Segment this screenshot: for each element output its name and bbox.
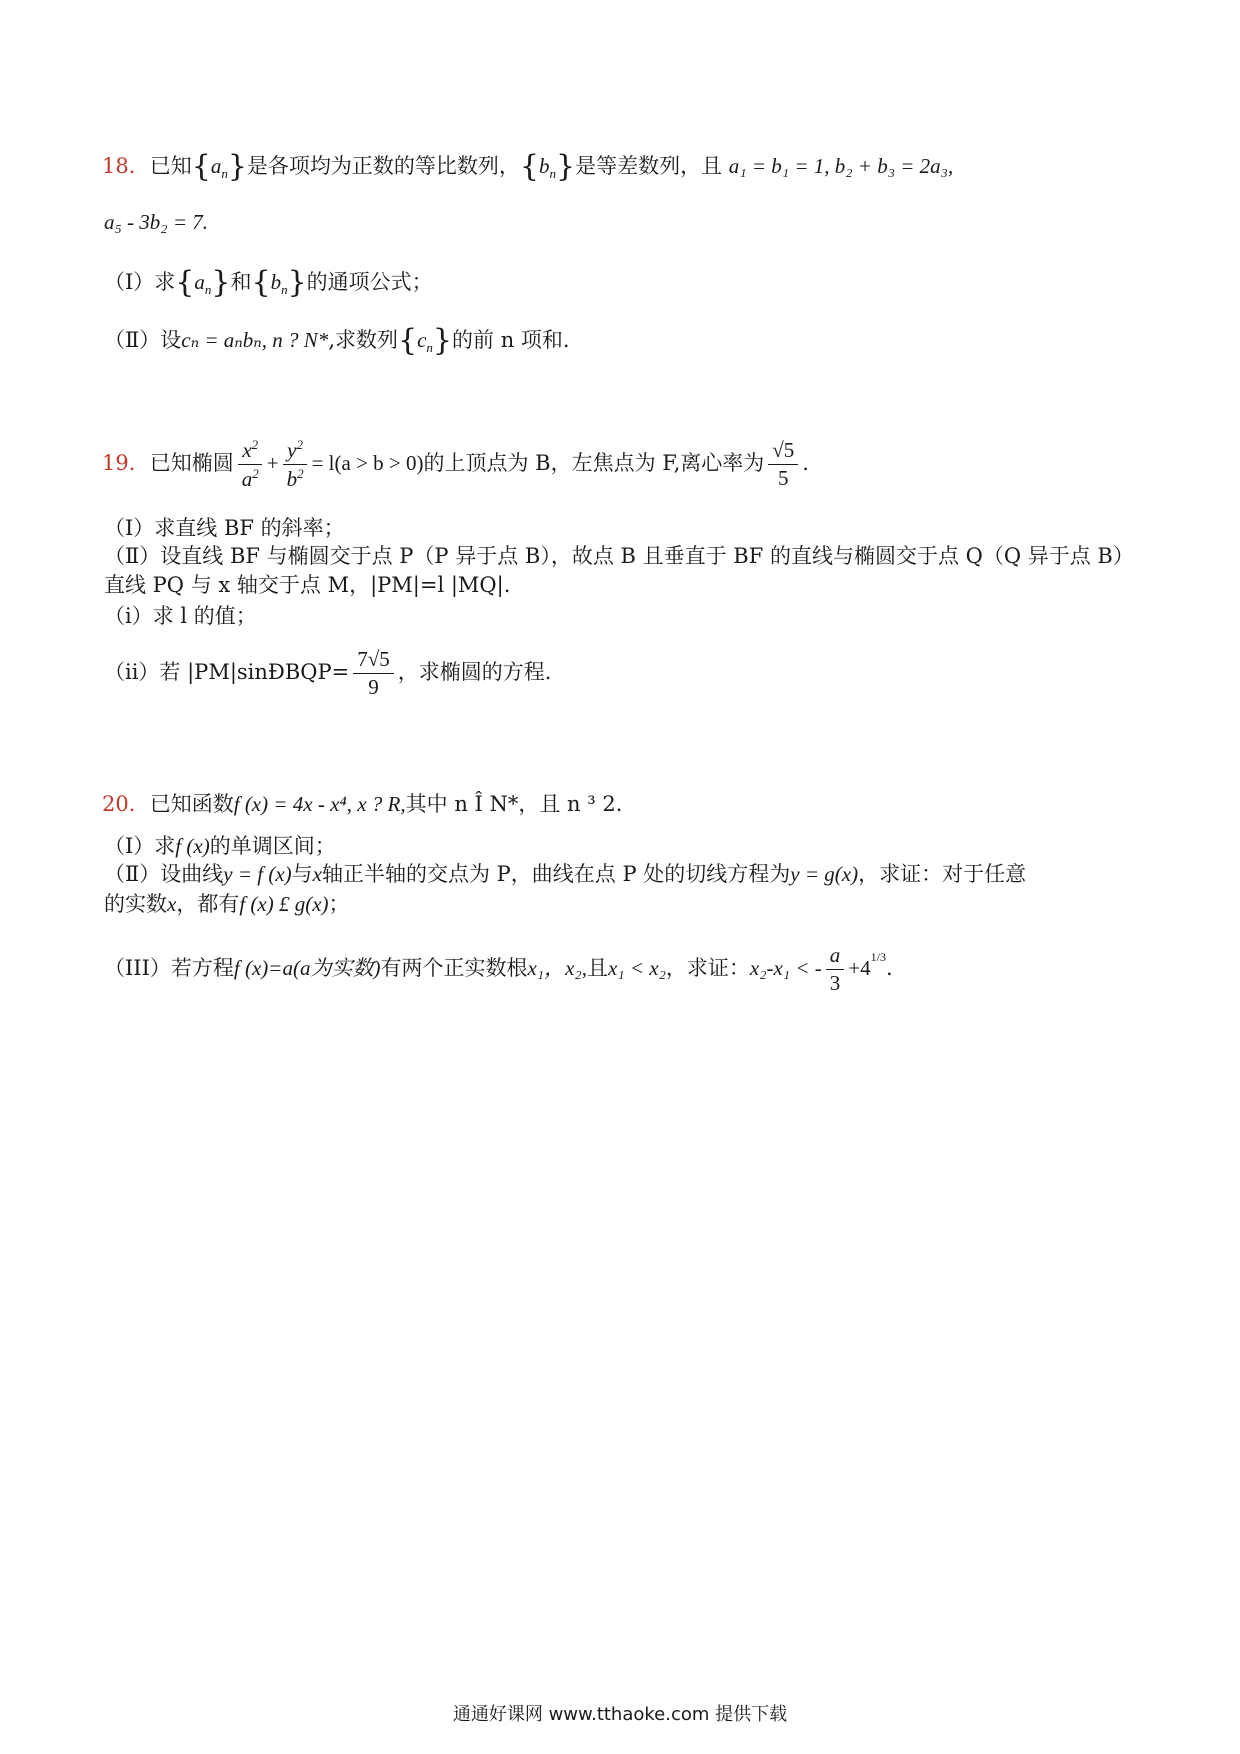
- frac-y2-b2: $\frac{y^2}{b^2}$: [283, 438, 308, 491]
- q18-part2-mid: ,求数列: [328, 328, 398, 352]
- frac-numerator: a: [826, 944, 845, 970]
- q18-condition-2: a₅ - 3b₂ = 7.: [104, 210, 209, 234]
- frac-7sqrt5-9: [353, 648, 394, 699]
- q18-text-2: 是各项均为正数的等比数列，: [246, 154, 520, 178]
- q20-part2-line1: [104, 864, 1026, 885]
- q18-text-1: 已知: [149, 154, 192, 178]
- q19-line1: [102, 438, 809, 491]
- q20-part3-d: ，求证：: [665, 956, 750, 981]
- q20-part2-a: （Ⅱ）设曲线: [104, 862, 224, 886]
- q19-text-1: 已知椭圆: [149, 451, 234, 476]
- brace-left: {: [398, 323, 418, 358]
- brace-right: }: [227, 149, 247, 184]
- q20-part3-math3: x₁ < x₂: [607, 956, 666, 981]
- brace-left: {: [191, 149, 211, 184]
- brace-right: }: [211, 265, 231, 300]
- q19-part2-ii-b: ，求椭圆的方程.: [397, 660, 552, 685]
- q18-part1: [104, 265, 433, 300]
- q20-part1-math: f (x): [175, 834, 210, 858]
- q20-part3-end: .: [885, 956, 893, 981]
- q20-text-1: 已知函数: [149, 792, 234, 816]
- q18-part2: [104, 323, 570, 358]
- q20-part3-math4: x₂-x₁ < -: [749, 956, 822, 981]
- q18-part1-tail: 的通项公式；: [306, 270, 433, 294]
- q20-part1-a: （Ⅰ）求: [104, 834, 176, 858]
- q20-part2-f: ，都有: [176, 892, 240, 916]
- q20-part2-b: 与: [291, 862, 313, 886]
- q20-part1: [104, 836, 336, 857]
- brace-left: {: [519, 149, 540, 184]
- q20-part3-math2: x₁，x₂,: [527, 956, 587, 981]
- q20-number: 20．: [102, 792, 150, 816]
- q18-part1-and: 和: [230, 270, 252, 294]
- seq-c: $c_n$: [417, 328, 433, 356]
- q19-part2-line1: （Ⅱ）设直线 BF 与椭圆交于点 P（P 异于点 B），故点 B 且垂直于 BF 的直线与椭圆交于点 Q（Q 异于点 B）: [104, 544, 1134, 568]
- q19-part2-ii: [104, 648, 551, 699]
- q20-part3-a: （III）若方程: [104, 956, 234, 981]
- q18-line1: [102, 149, 954, 184]
- brace-left: {: [251, 265, 271, 300]
- page-footer: 通通好课网 www.tthaoke.com 提供下载: [452, 1704, 788, 1725]
- brace-right: }: [432, 323, 453, 358]
- q20-part3-exponent: 1/3: [870, 950, 886, 965]
- q18-text-3: 是等差数列，且: [575, 154, 723, 178]
- q20-part2-e: 的实数: [104, 892, 167, 916]
- q20-part2-math2: x: [312, 862, 322, 886]
- q20-part3-math1: f (x)=a(a为实数): [233, 956, 381, 981]
- q19-part2-line2: 直线 PQ 与 x 轴交于点 M，|PM|=l |MQ|.: [104, 573, 511, 597]
- q18-part2-tail: 的前 n 项和.: [452, 328, 570, 352]
- q18-part1-label: （Ⅰ）求: [104, 270, 176, 294]
- frac-denominator: 9: [368, 675, 379, 700]
- q18-part2-math: cₙ = aₙbₙ, n ? N*: [181, 328, 329, 352]
- q19-part2-i: （i）求 l 的值；: [104, 604, 257, 628]
- q20-part2-math3: y = g(x): [790, 862, 859, 886]
- frac-numerator: 7√5: [353, 648, 394, 674]
- brace-right: }: [287, 265, 307, 300]
- q20-part2-d: ，求证：对于任意: [858, 862, 1027, 886]
- q20-part3-b: 有两个正实数根: [380, 956, 528, 981]
- q18-number: 18．: [102, 154, 150, 178]
- q20-part2-line2: [104, 894, 350, 915]
- q18-part2-label: （Ⅱ）设: [104, 328, 182, 352]
- ecc-denominator: 5: [778, 466, 789, 491]
- frac-denominator: 3: [829, 971, 841, 996]
- q19-end: .: [802, 451, 809, 476]
- q19-text-2: 的上顶点为 B，左焦点为 F,离心率为: [423, 451, 765, 476]
- plus-sign: +: [266, 451, 279, 476]
- q20-part2-c: 轴正半轴的交点为 P，曲线在点 P 处的切线方程为: [322, 862, 791, 886]
- seq-b: $b_n$: [270, 270, 288, 298]
- brace-right: }: [556, 149, 576, 184]
- q20-part2-math4: x: [167, 892, 177, 916]
- brace-left: {: [175, 265, 195, 300]
- q20-line1: [102, 794, 622, 815]
- q20-part1-b: 的单调区间；: [209, 834, 336, 858]
- ecc-numerator: √5: [768, 439, 798, 465]
- seq-a: $a_n$: [194, 270, 212, 298]
- seq-a: $a_n$: [210, 154, 228, 182]
- q20-part3: [104, 944, 893, 995]
- q20-part2-math1: y = f (x): [223, 862, 292, 886]
- q20-text-2: 其中 n Î N*，且 n ³ 2.: [405, 792, 623, 816]
- seq-b: $b_n$: [539, 154, 557, 182]
- q19-number: 19．: [102, 451, 150, 476]
- q20-part2-math5: f (x) £ g(x): [239, 892, 329, 916]
- q19-part2-ii-a: （ii）若 |PM|sinÐBQP=: [104, 660, 350, 685]
- q20-part3-math5: +4: [848, 956, 871, 981]
- frac-x2-a2: $\frac{x^2}{a^2}$: [238, 438, 263, 491]
- q20-equation: f (x) = 4x - x⁴, x ? R,: [233, 792, 406, 816]
- q18-condition-1: a₁ = b₁ = 1, b₂ + b₃ = 2a₃,: [728, 154, 954, 178]
- q19-part1: （Ⅰ）求直线 BF 的斜率；: [104, 516, 345, 540]
- frac-a-3: [826, 944, 845, 995]
- q19-eccentricity: [768, 439, 798, 490]
- q20-part2-g: ；: [328, 892, 350, 916]
- q20-part3-c: 且: [586, 956, 608, 981]
- q19-eq-tail: = l(a > b > 0): [311, 451, 424, 476]
